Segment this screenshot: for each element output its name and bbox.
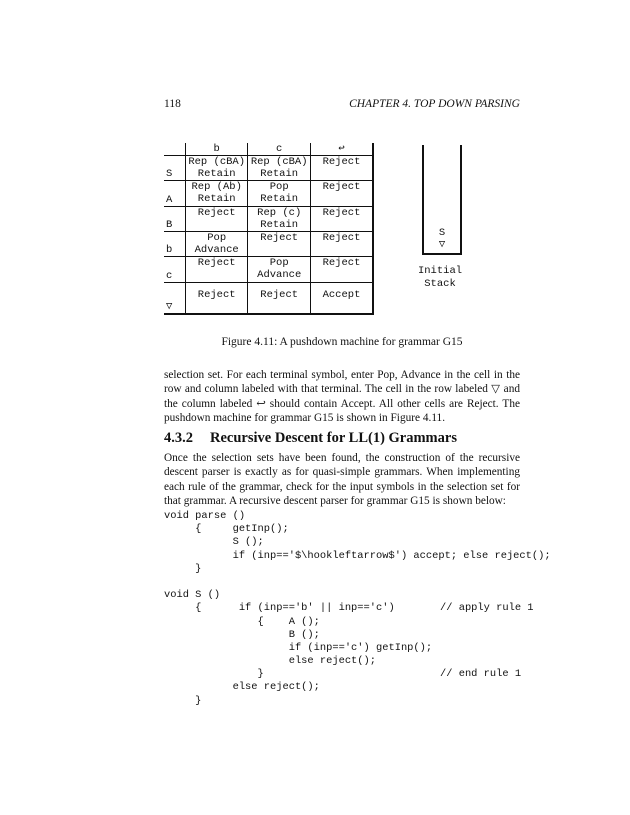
column-header-c: c xyxy=(248,143,311,156)
row-label-endmarker: ▽ xyxy=(164,282,185,314)
row-label-S: S xyxy=(164,156,185,181)
code-line: S (); xyxy=(164,536,264,549)
figure-caption: Figure 4.11: A pushdown machine for grammar G15 xyxy=(221,336,463,348)
table-row xyxy=(164,181,373,206)
code-line: else reject(); xyxy=(164,655,377,668)
table-row xyxy=(164,282,373,314)
stack-label: Initial Stack xyxy=(417,265,463,290)
table-cell: Reject xyxy=(185,257,248,282)
column-header-endmarker: ↩ xyxy=(310,143,373,156)
initial-stack xyxy=(422,145,462,255)
code-line: } // end rule 1 xyxy=(164,668,522,681)
table-cell: Rep (cBA) Retain xyxy=(185,156,248,181)
table-row xyxy=(164,231,373,256)
table-cell: Reject xyxy=(185,206,248,231)
code-line: void parse () xyxy=(164,510,246,522)
code-listing xyxy=(164,510,551,708)
code-line: { A (); xyxy=(164,615,320,628)
section-number: 4.3.2 xyxy=(164,430,193,446)
code-line: if (inp=='c') getInp(); xyxy=(164,641,433,654)
row-label-B: B xyxy=(164,206,185,231)
code-line: { if (inp=='b' || inp=='c') // apply rule 1 xyxy=(164,602,534,615)
table-cell: Reject xyxy=(310,231,373,256)
body-paragraph: Once the selection sets have been found, the construction of the recursive descent parser is exactly as for quasi-simple grammars. When implementing each rule of the grammar, check for the input symbols in the selection set for that grammar. A recursive descent parser for grammar G15 is shown below: xyxy=(164,452,520,508)
section-title: Recursive Descent for LL(1) Grammars xyxy=(210,430,457,446)
row-label-b: b xyxy=(164,231,185,256)
stack-item-bottom-marker: ▽ xyxy=(438,239,446,251)
table-corner xyxy=(164,143,185,156)
table-cell: Reject xyxy=(248,282,311,314)
table-cell: Reject xyxy=(310,181,373,206)
table-cell: Pop Retain xyxy=(248,181,311,206)
table-row xyxy=(164,206,373,231)
code-comment: // apply rule 1 xyxy=(440,602,534,615)
table-cell: Reject xyxy=(310,156,373,181)
body-paragraph: selection set. For each terminal symbol, enter Pop, Advance in the cell in the row and column labeled with that terminal. The cell in the row labeled ▽ and the column labeled ↩ should contain Accept. All other cells are Reject. The pushdown machine for grammar G15 is shown in Figure 4.11. xyxy=(164,369,520,425)
table-row xyxy=(164,156,373,181)
column-header-b: b xyxy=(185,143,248,156)
code-line: } xyxy=(164,562,202,575)
code-line: void S () xyxy=(164,589,221,602)
code-line xyxy=(164,576,534,589)
table-row xyxy=(164,257,373,282)
code-line: B (); xyxy=(164,628,320,641)
page-number: 118 xyxy=(164,98,181,110)
pushdown-parse-table xyxy=(164,143,374,315)
table-cell: Rep (cBA) Retain xyxy=(248,156,311,181)
table-cell: Rep (c) Retain xyxy=(248,206,311,231)
table-header-row xyxy=(164,143,373,156)
table-cell: Accept xyxy=(310,282,373,314)
code-line: { getInp(); xyxy=(164,523,289,536)
code-line: } xyxy=(164,694,202,707)
table-cell: Reject xyxy=(185,282,248,314)
stack-item-S: S xyxy=(438,227,446,239)
table-cell: Pop Advance xyxy=(248,257,311,282)
table-cell: Reject xyxy=(248,231,311,256)
section-heading xyxy=(164,430,520,447)
code-line: if (inp=='$\hookleftarrow$') accept; else reject(); xyxy=(164,549,551,562)
row-label-A: A xyxy=(164,181,185,206)
table-cell: Reject xyxy=(310,257,373,282)
code-comment: // end rule 1 xyxy=(440,668,522,681)
table-cell: Reject xyxy=(310,206,373,231)
chapter-title: CHAPTER 4. TOP DOWN PARSING xyxy=(349,98,520,110)
table-cell: Rep (Ab) Retain xyxy=(185,181,248,206)
code-line: else reject(); xyxy=(164,681,320,694)
table-cell: Pop Advance xyxy=(185,231,248,256)
row-label-c: c xyxy=(164,257,185,282)
page-header xyxy=(164,98,520,114)
